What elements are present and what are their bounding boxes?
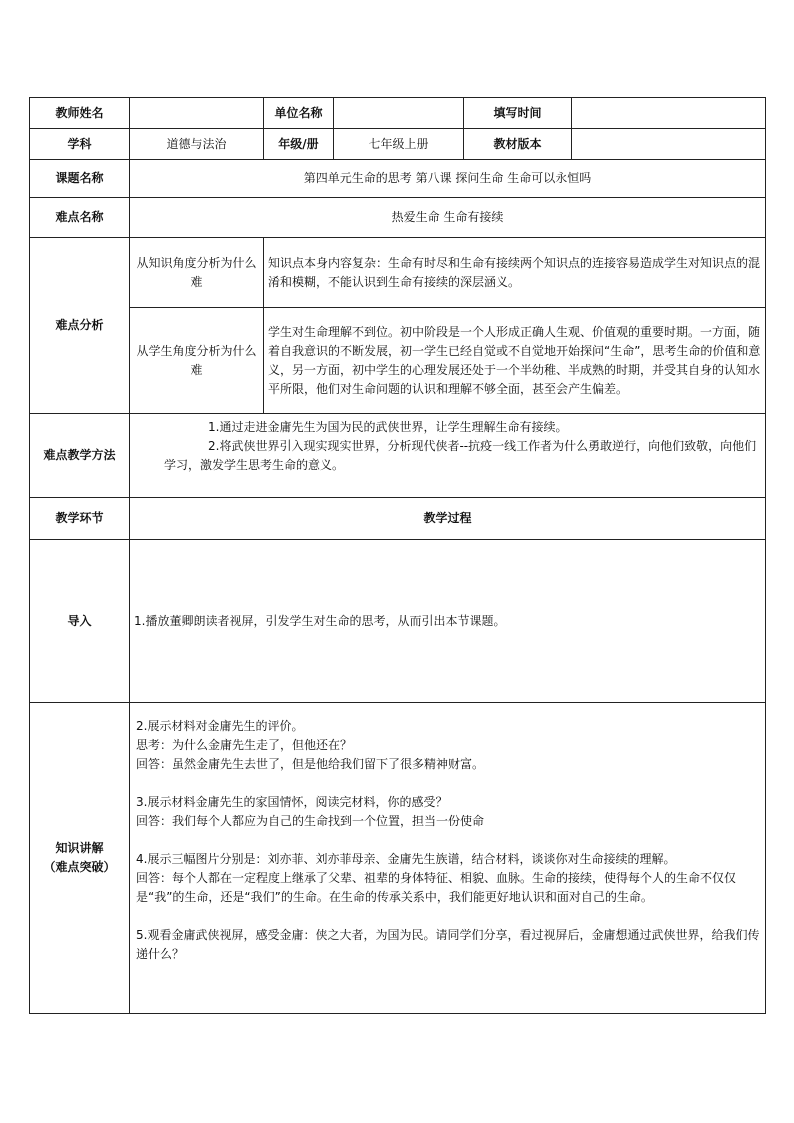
method-item-1: 1.通过走进金庸先生为国为民的武侠世界，让学生理解生命有接续。 [208, 420, 568, 434]
grade-value: 七年级上册 [334, 129, 464, 160]
fill-time-label: 填写时间 [464, 98, 572, 129]
unit-name-value[interactable] [334, 98, 464, 129]
method-item-2: 2.将武侠世界引入现实现实世界，分析现代侠者--抗疫一线工作者为什么勇敢逆行，向他们致敬，向他们学习，激发学生思考生命的意义。 [164, 439, 757, 472]
paragraph-gap [136, 907, 761, 926]
student-angle-text: 学生对生命理解不到位。初中阶段是一个人形成正确人生观、价值观的重要时期。一方面，随着自我意识的不断发展，初一学生已经自觉或不自觉地开始探问“生命”，思考生命的价值和意义，另一方面，初中学生的心理发展还处于一个半幼稚、半成熟的时期，并受其自身的认知水平所限，他们对生命问题的认识和理解不够全面，甚至会产生偏差。 [264, 308, 766, 414]
analysis-student-row [30, 308, 766, 414]
fill-time-value[interactable] [572, 98, 766, 129]
knowledge-paragraph: 思考：为什么金庸先生走了，但他还在？ [136, 738, 353, 752]
method-label: 难点教学方法 [30, 414, 130, 498]
analysis-label: 难点分析 [30, 238, 130, 414]
grade-label: 年级/册 [264, 129, 334, 160]
difficulty-value: 热爱生命 生命有接续 [130, 198, 766, 238]
subject-label: 学科 [30, 129, 130, 160]
lesson-title-label: 课题名称 [30, 160, 130, 198]
header-row-2 [30, 129, 766, 160]
paragraph-gap [136, 774, 761, 793]
textbook-value[interactable] [572, 129, 766, 160]
paragraph-gap [136, 831, 761, 850]
lesson-title-row [30, 160, 766, 198]
process-header-row [30, 498, 766, 540]
knowledge-paragraph: 5.观看金庸武侠视屏，感受金庸：侠之大者，为国为民。请同学们分享，看过视屏后，金庸想通过武侠世界，给我们传递什么？ [136, 928, 760, 961]
knowledge-paragraph: 回答：每个人都在一定程度上继承了父辈、祖辈的身体特征、相貌、血脉。生命的接续，使得每个人的生命不仅仅是“我”的生命，还是“我们”的生命。在生命的传承关系中，我们能更好地认识和面对自己的生命。 [136, 871, 737, 904]
stage-header: 教学环节 [30, 498, 130, 540]
knowledge-process-content [130, 703, 766, 1014]
knowledge-paragraph: 2.展示材料对金庸先生的评价。 [136, 719, 304, 733]
knowledge-paragraph: 4.展示三幅图片分别是：刘亦菲、刘亦菲母亲、金庸先生族谱，结合材料，谈谈你对生命接续的理解。 [136, 852, 676, 866]
method-row [30, 414, 766, 498]
knowledge-paragraph: 回答：虽然金庸先生去世了，但是他给我们留下了很多精神财富。 [136, 757, 485, 771]
knowledge-stage-label-line2: （难点突破） [43, 860, 116, 874]
knowledge-paragraph: 3.展示材料金庸先生的家国情怀，阅读完材料，你的感受？ [136, 795, 448, 809]
knowledge-stage-label-line1: 知识讲解 [55, 841, 104, 855]
process-header: 教学过程 [130, 498, 766, 540]
knowledge-stage-label [30, 703, 130, 1014]
knowledge-angle-label: 从知识角度分析为什么难 [130, 238, 264, 308]
intro-row [30, 540, 766, 703]
knowledge-row [30, 703, 766, 1014]
intro-label: 导入 [30, 540, 130, 703]
lesson-title-value: 第四单元生命的思考 第八课 探问生命 生命可以永恒吗 [130, 160, 766, 198]
teacher-name-value[interactable] [130, 98, 264, 129]
intro-text: 1.播放董卿朗读者视屏，引发学生对生命的思考，从而引出本节课题。 [130, 540, 766, 703]
student-angle-label: 从学生角度分析为什么难 [130, 308, 264, 414]
knowledge-angle-text: 知识点本身内容复杂：生命有时尽和生命有接续两个知识点的连接容易造成学生对知识点的混淆和模糊，不能认识到生命有接续的深层涵义。 [264, 238, 766, 308]
analysis-knowledge-row [30, 238, 766, 308]
teacher-name-label: 教师姓名 [30, 98, 130, 129]
subject-value: 道德与法治 [130, 129, 264, 160]
header-row-1 [30, 98, 766, 129]
textbook-label: 教材版本 [464, 129, 572, 160]
lesson-design-form [29, 97, 766, 1014]
knowledge-paragraph: 回答：我们每个人都应为自己的生命找到一个位置，担当一份使命 [136, 814, 485, 828]
method-content [130, 414, 766, 498]
difficulty-label: 难点名称 [30, 198, 130, 238]
difficulty-row [30, 198, 766, 238]
unit-name-label: 单位名称 [264, 98, 334, 129]
